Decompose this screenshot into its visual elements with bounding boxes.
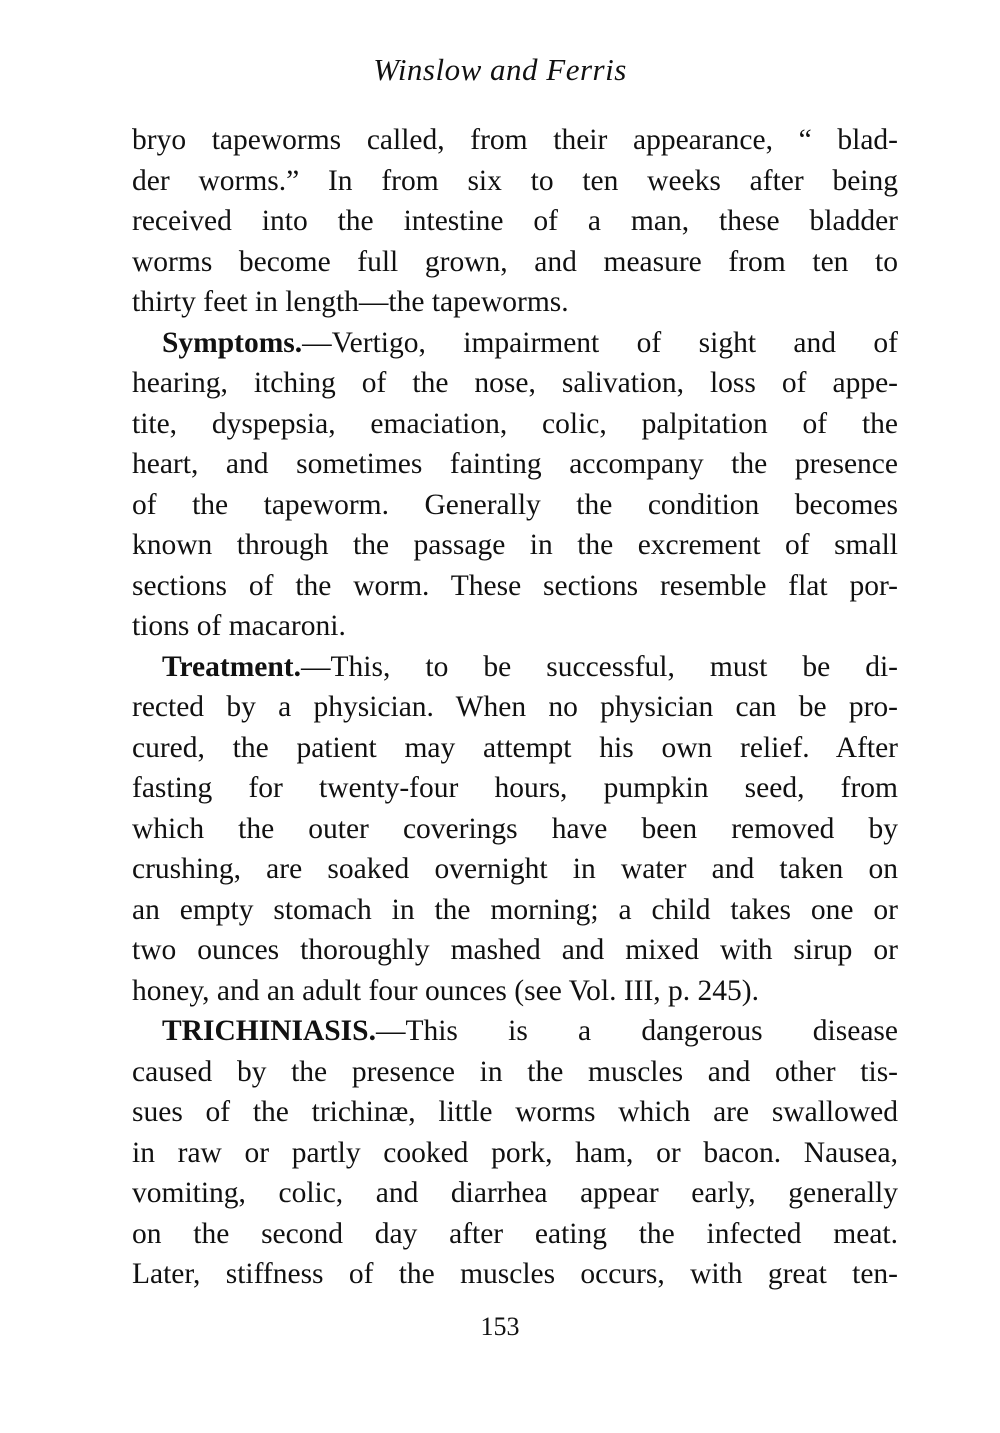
text-line: [132, 890, 898, 931]
text-line: [132, 849, 898, 890]
line-text: two ounces thoroughly mashed and mixed with sirup or: [132, 934, 898, 966]
text-line: [132, 566, 898, 607]
text-line: [132, 647, 898, 688]
line-text: thirty feet in length—the tapeworms.: [132, 286, 569, 318]
line-text: crushing, are soaked overnight in water and taken on: [132, 853, 898, 885]
line-text: hearing, itching of the nose, salivation, loss of appe-: [132, 367, 898, 399]
line-text: bryo tapeworms called, from their appearance, “ blad-: [132, 124, 898, 156]
line-text: —This is a dangerous disease: [375, 1015, 898, 1047]
line-text: tite, dyspepsia, emaciation, colic, palpitation of the: [132, 407, 898, 440]
text-line: [132, 728, 898, 769]
line-text: honey, and an adult four ounces (see Vol. III, p. 245).: [132, 974, 759, 1007]
line-text: —Vertigo, impairment of sight and of: [302, 326, 898, 359]
text-line: [132, 525, 898, 566]
text-line: [132, 201, 898, 242]
text-line: [132, 1254, 898, 1295]
line-text: Later, stiffness of the muscles occurs, with great ten-: [132, 1258, 898, 1290]
text-line: [132, 971, 898, 1012]
text-line: [132, 1133, 898, 1174]
line-text: an empty stomach in the morning; a child takes one or: [132, 893, 898, 926]
text-line: [132, 323, 898, 364]
text-line: [132, 1214, 898, 1255]
text-line: [132, 1052, 898, 1093]
text-line: [132, 606, 898, 647]
page-number: 153: [480, 1312, 520, 1341]
line-text: received into the intestine of a man, these bladder: [132, 205, 898, 237]
text-line: [132, 1092, 898, 1133]
line-text: known through the passage in the excrement of small: [132, 529, 898, 561]
line-text: worms become full grown, and measure from ten to: [132, 245, 898, 278]
text-line: [132, 768, 898, 809]
text-line: [132, 687, 898, 728]
text-line: [132, 930, 898, 971]
text-line: [132, 444, 898, 485]
page-body: [132, 120, 898, 1295]
text-line: [132, 404, 898, 445]
line-text: fasting for twenty-four hours, pumpkin seed, from: [132, 772, 898, 804]
line-text: cured, the patient may attempt his own relief. After: [132, 731, 898, 764]
line-text: sections of the worm. These sections resemble flat por-: [132, 569, 898, 602]
line-text: caused by the presence in the muscles and other tis-: [132, 1055, 898, 1088]
paragraph: [132, 1011, 898, 1295]
line-text: on the second day after eating the infected meat.: [132, 1217, 898, 1250]
text-line: [132, 120, 898, 161]
paragraph: [132, 120, 898, 323]
line-text: in raw or partly cooked pork, ham, or bacon. Nausea,: [132, 1136, 898, 1169]
text-line: [132, 1173, 898, 1214]
text-line: [132, 242, 898, 283]
paragraph: [132, 647, 898, 1012]
paragraph: [132, 323, 898, 647]
line-text: sues of the trichinæ, little worms which are swallowed: [132, 1096, 898, 1128]
section-heading: Treatment.: [162, 650, 301, 683]
section-heading: Symptoms.: [162, 326, 303, 359]
line-text: of the tapeworm. Generally the condition becomes: [132, 488, 898, 521]
line-text: which the outer coverings have been removed by: [132, 812, 898, 845]
line-text: tions of macaroni.: [132, 610, 346, 642]
section-heading: TRICHINIASIS.: [162, 1015, 376, 1047]
text-line: [132, 809, 898, 850]
line-text: vomiting, colic, and diarrhea appear early, generally: [132, 1177, 898, 1209]
text-line: [132, 161, 898, 202]
running-header: Winslow and Ferris: [373, 52, 627, 87]
line-text: heart, and sometimes fainting accompany the presence: [132, 448, 898, 480]
text-line: [132, 1011, 898, 1052]
line-text: —This, to be successful, must be di-: [301, 650, 898, 683]
line-text: rected by a physician. When no physician can be pro-: [132, 691, 898, 723]
text-line: [132, 282, 898, 323]
text-line: [132, 485, 898, 526]
text-line: [132, 363, 898, 404]
line-text: der worms.” In from six to ten weeks after being: [132, 164, 898, 197]
